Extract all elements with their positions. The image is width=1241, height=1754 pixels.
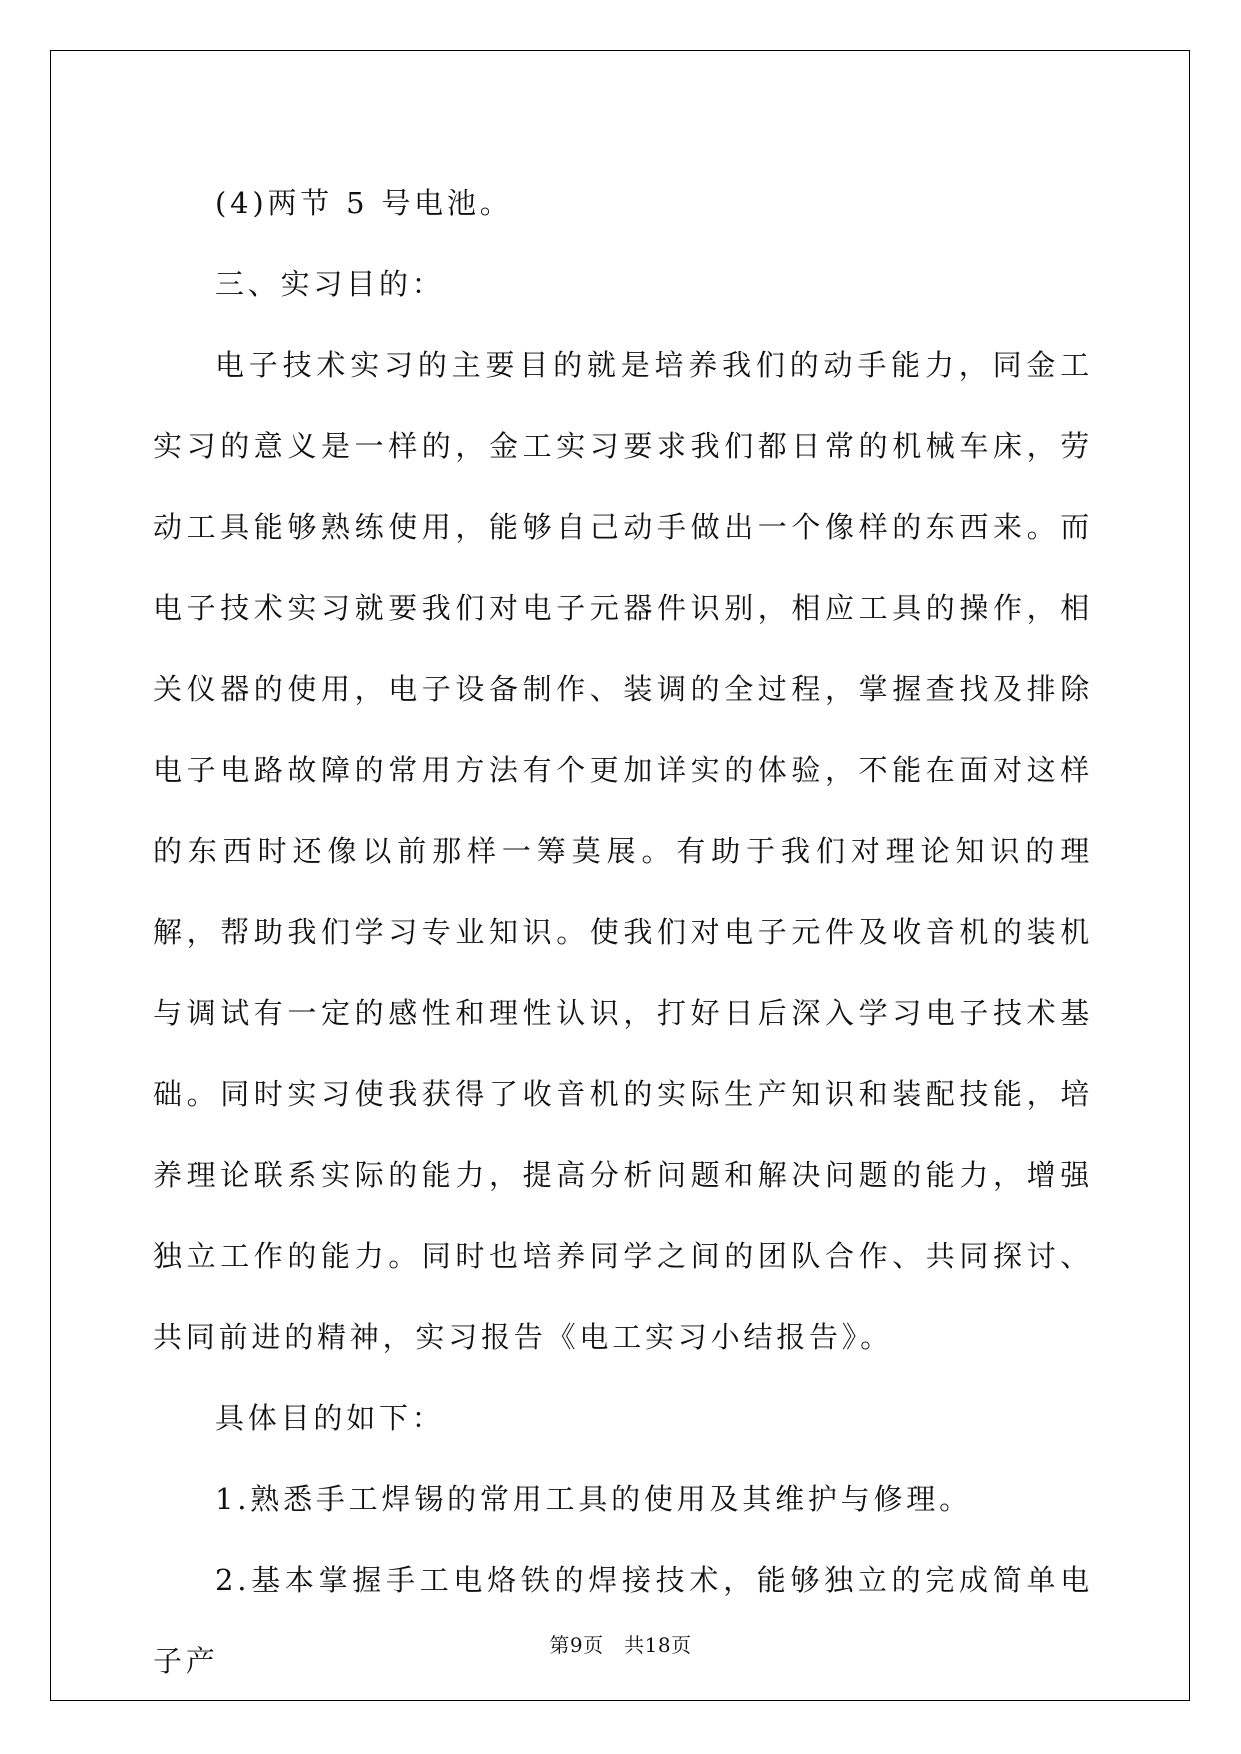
paragraph-battery: (4)两节 5 号电池。 xyxy=(215,186,513,220)
page-number: 第9页 xyxy=(549,1633,604,1657)
list-item-2: 2.基本掌握手工电烙铁的焊接技术，能够独立的完成简单电子产 xyxy=(153,1563,1093,1678)
paragraph-purpose-body: 电子技术实习的主要目的就是培养我们的动手能力，同金工实习的意义是一样的，金工实习要求我们都日常的机械车床，劳动工具能够熟练使用，能够自己动手做出一个像样的东西来。而电子技术实习就要我们对电子元器件识别，相应工具的操作，相关仪器的使用，电子设备制作、装调的全过程，掌握查找及排除电子电路故障的常用方法有个更加详实的体验，不能在面对这样的东西时还像以前那样一筹莫展。有助于我们对理论知识的理解，帮助我们学习专业知识。使我们对电子元件及收音机的装机与调试有一定的感性和理性认识，打好日后深入学习电子技术基础。同时实习使我获得了收音机的实际生产知识和装配技能，培养理论联系实际的能力，提高分析问题和解决问题的能力，增强独立工作的能力。同时也培养同学之间的团队合作、共同探讨、共同前进的精神，实习报告《电工实习小结报告》。 xyxy=(153,348,1093,1354)
section-heading-purpose: 三、实习目的： xyxy=(215,267,445,301)
paragraph-specific-goals: 具体目的如下： xyxy=(215,1401,445,1435)
page-footer xyxy=(0,1629,1241,1658)
list-item-1: 1.熟悉手工焊锡的常用工具的使用及其维护与修理。 xyxy=(215,1482,972,1516)
page-total: 共18页 xyxy=(624,1633,692,1657)
document-body xyxy=(153,163,1093,1702)
